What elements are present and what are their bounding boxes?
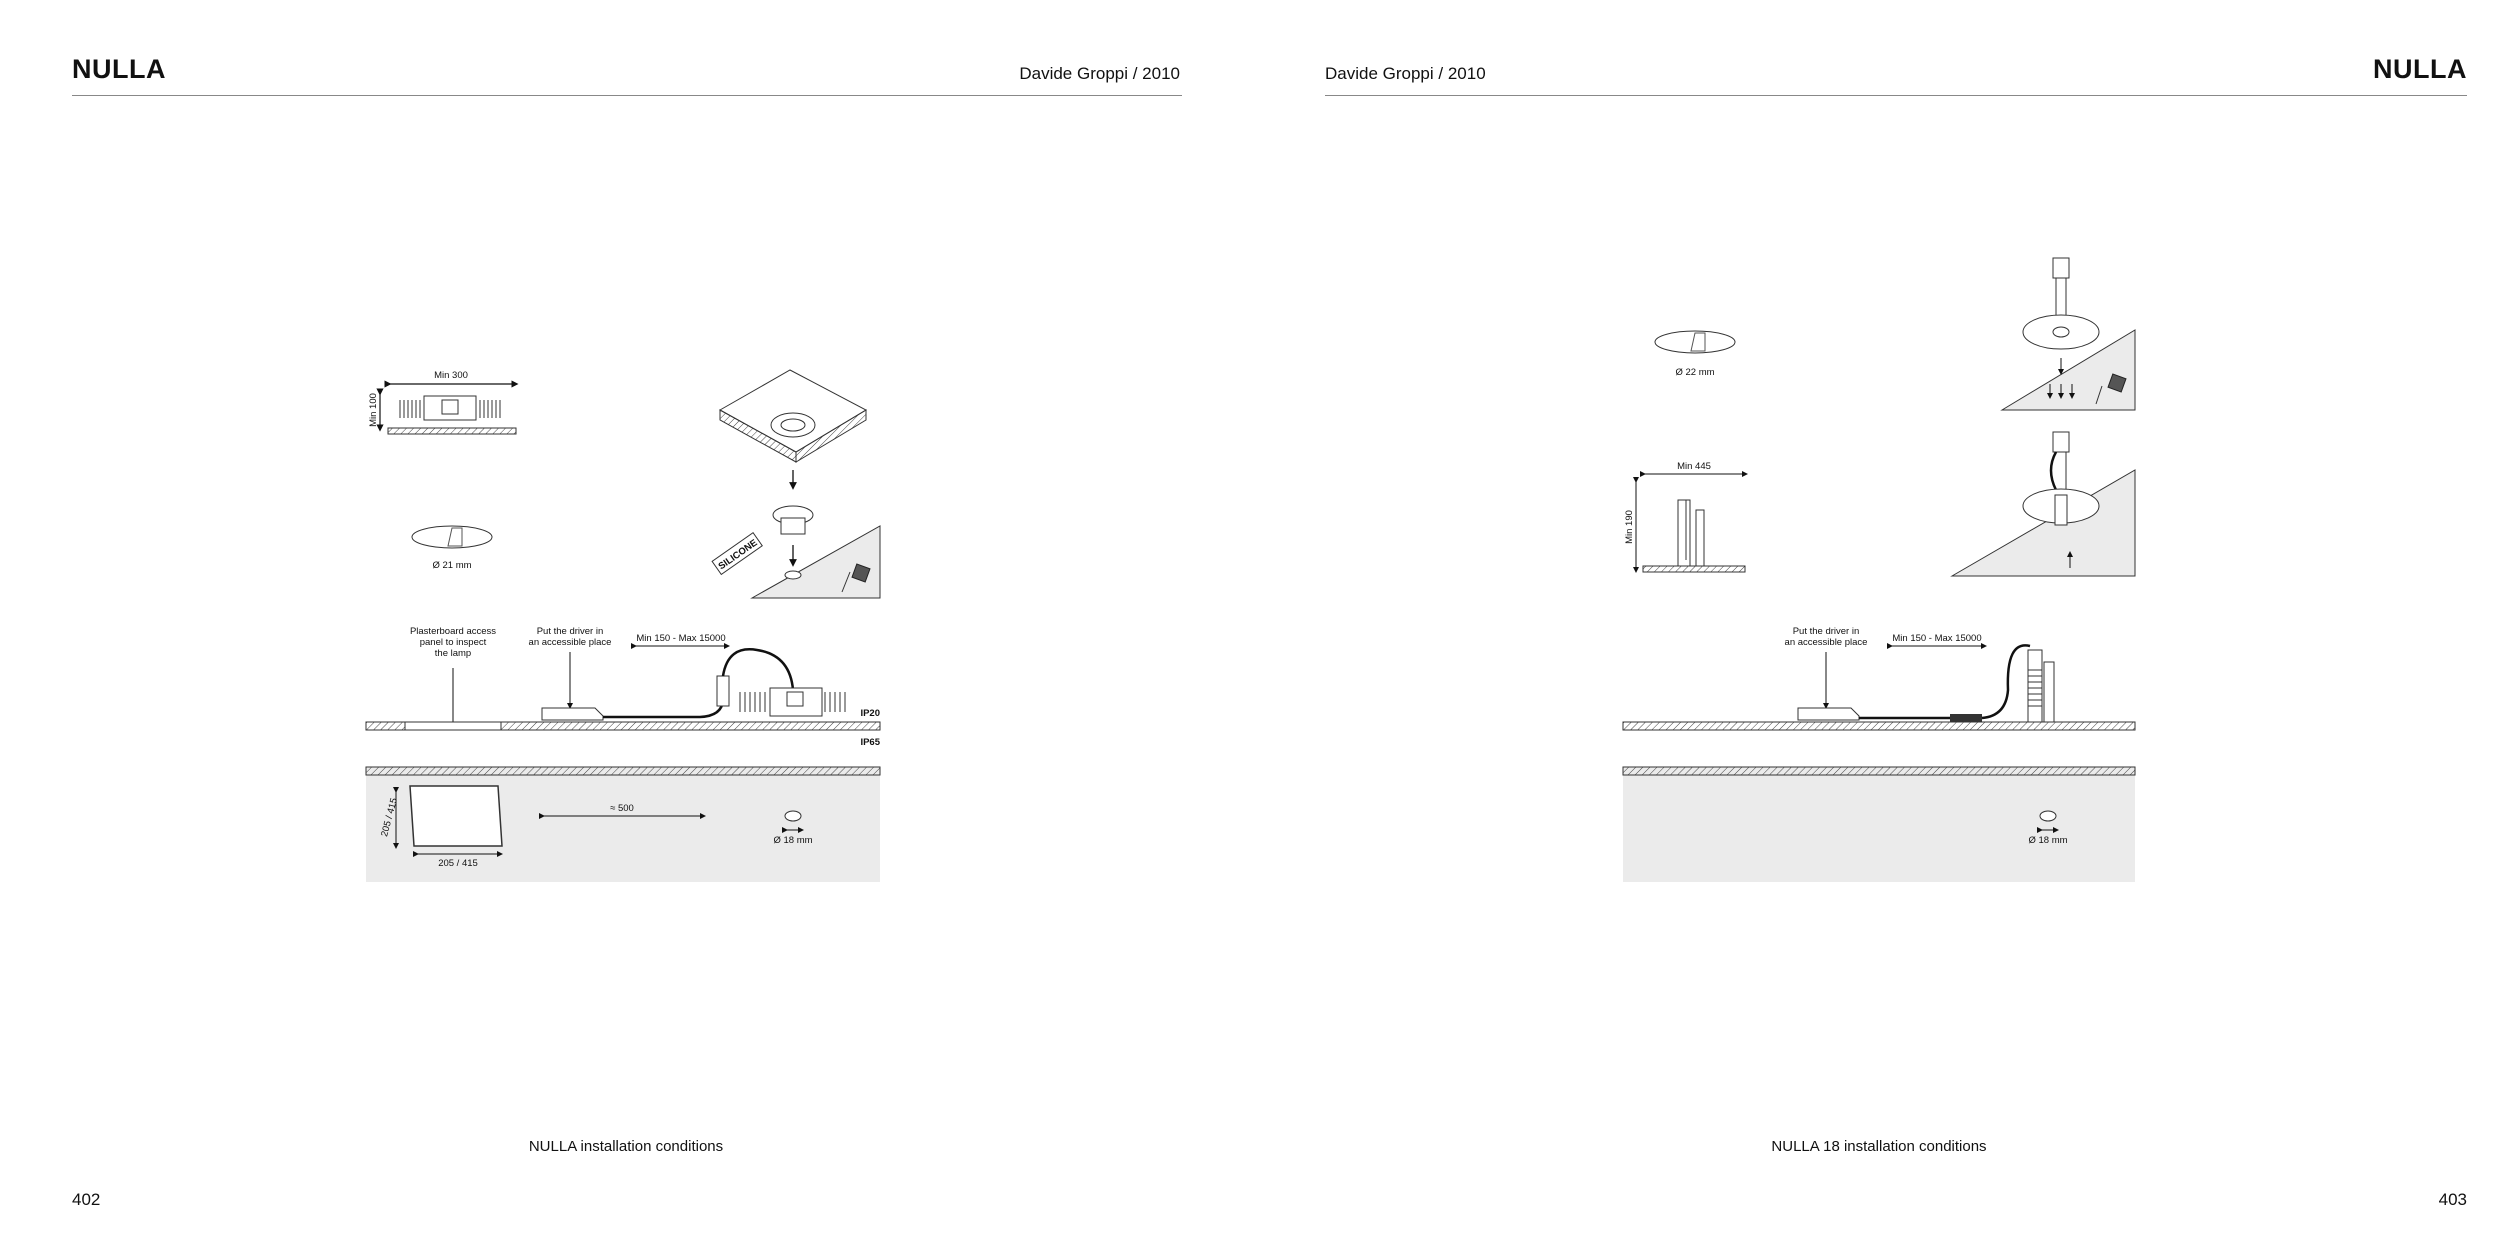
driver-label-1: Put the driver in <box>536 626 604 637</box>
brand-title: NULLA <box>72 54 166 84</box>
designer-credit: Davide Groppi / 2010 <box>1325 64 1486 83</box>
cable-range-label: Min 150 - Max 15000 <box>636 633 726 644</box>
page-number: 403 <box>2438 1190 2467 1209</box>
designer-credit: Davide Groppi / 2010 <box>1019 64 1180 83</box>
clearance-detail <box>1624 461 1745 572</box>
fixing-sequence <box>712 370 880 598</box>
hole-18-label: Ø 18 mm <box>773 835 813 846</box>
min-445-label: Min 445 <box>1677 461 1711 472</box>
approx-500-label: ≈ 500 <box>610 803 634 814</box>
ip20-label: IP20 <box>860 708 880 719</box>
hole-22-label: Ø 22 mm <box>1675 367 1715 378</box>
min-300-label: Min 300 <box>434 370 468 381</box>
ip65-label: IP65 <box>860 737 880 748</box>
figure-caption: NULLA installation conditions <box>528 1138 724 1155</box>
right-page <box>1250 0 2500 1250</box>
section-view <box>1623 626 2135 730</box>
ceiling-plan-view <box>1623 767 2135 882</box>
brand-title: NULLA <box>2373 54 2467 84</box>
hole-22-detail <box>1655 331 1735 378</box>
connection-sequence <box>1952 432 2135 576</box>
silicone-label: SILICONE <box>716 537 760 573</box>
insertion-sequence <box>2002 258 2135 410</box>
hole-18-label: Ø 18 mm <box>2028 835 2068 846</box>
page-number: 402 <box>72 1190 101 1209</box>
installation-diagram-nulla-18 <box>1250 0 2500 1250</box>
plasterboard-label-1: Plasterboard access <box>409 626 497 637</box>
section-view <box>366 626 881 748</box>
cable-range-label: Min 150 - Max 15000 <box>1892 633 1982 644</box>
clearance-detail <box>368 370 516 434</box>
hole-21-label: Ø 21 mm <box>432 560 472 571</box>
ceiling-plan-view <box>366 767 880 882</box>
figure-caption: NULLA 18 installation conditions <box>1771 1138 1987 1155</box>
panel-size-v-label: 205 / 415 <box>379 796 401 838</box>
plasterboard-label-2: panel to inspect <box>419 637 487 648</box>
hole-21-detail <box>412 526 492 571</box>
driver-label-1: Put the driver in <box>1792 626 1860 637</box>
min-190-label: Min 190 <box>1624 510 1635 544</box>
panel-size-h-label: 205 / 415 <box>438 858 478 869</box>
min-100-label: Min 100 <box>368 393 379 427</box>
plasterboard-label-3: the lamp <box>434 648 472 659</box>
driver-label-2: an accessible place <box>528 637 612 648</box>
driver-label-2: an accessible place <box>1784 637 1868 648</box>
